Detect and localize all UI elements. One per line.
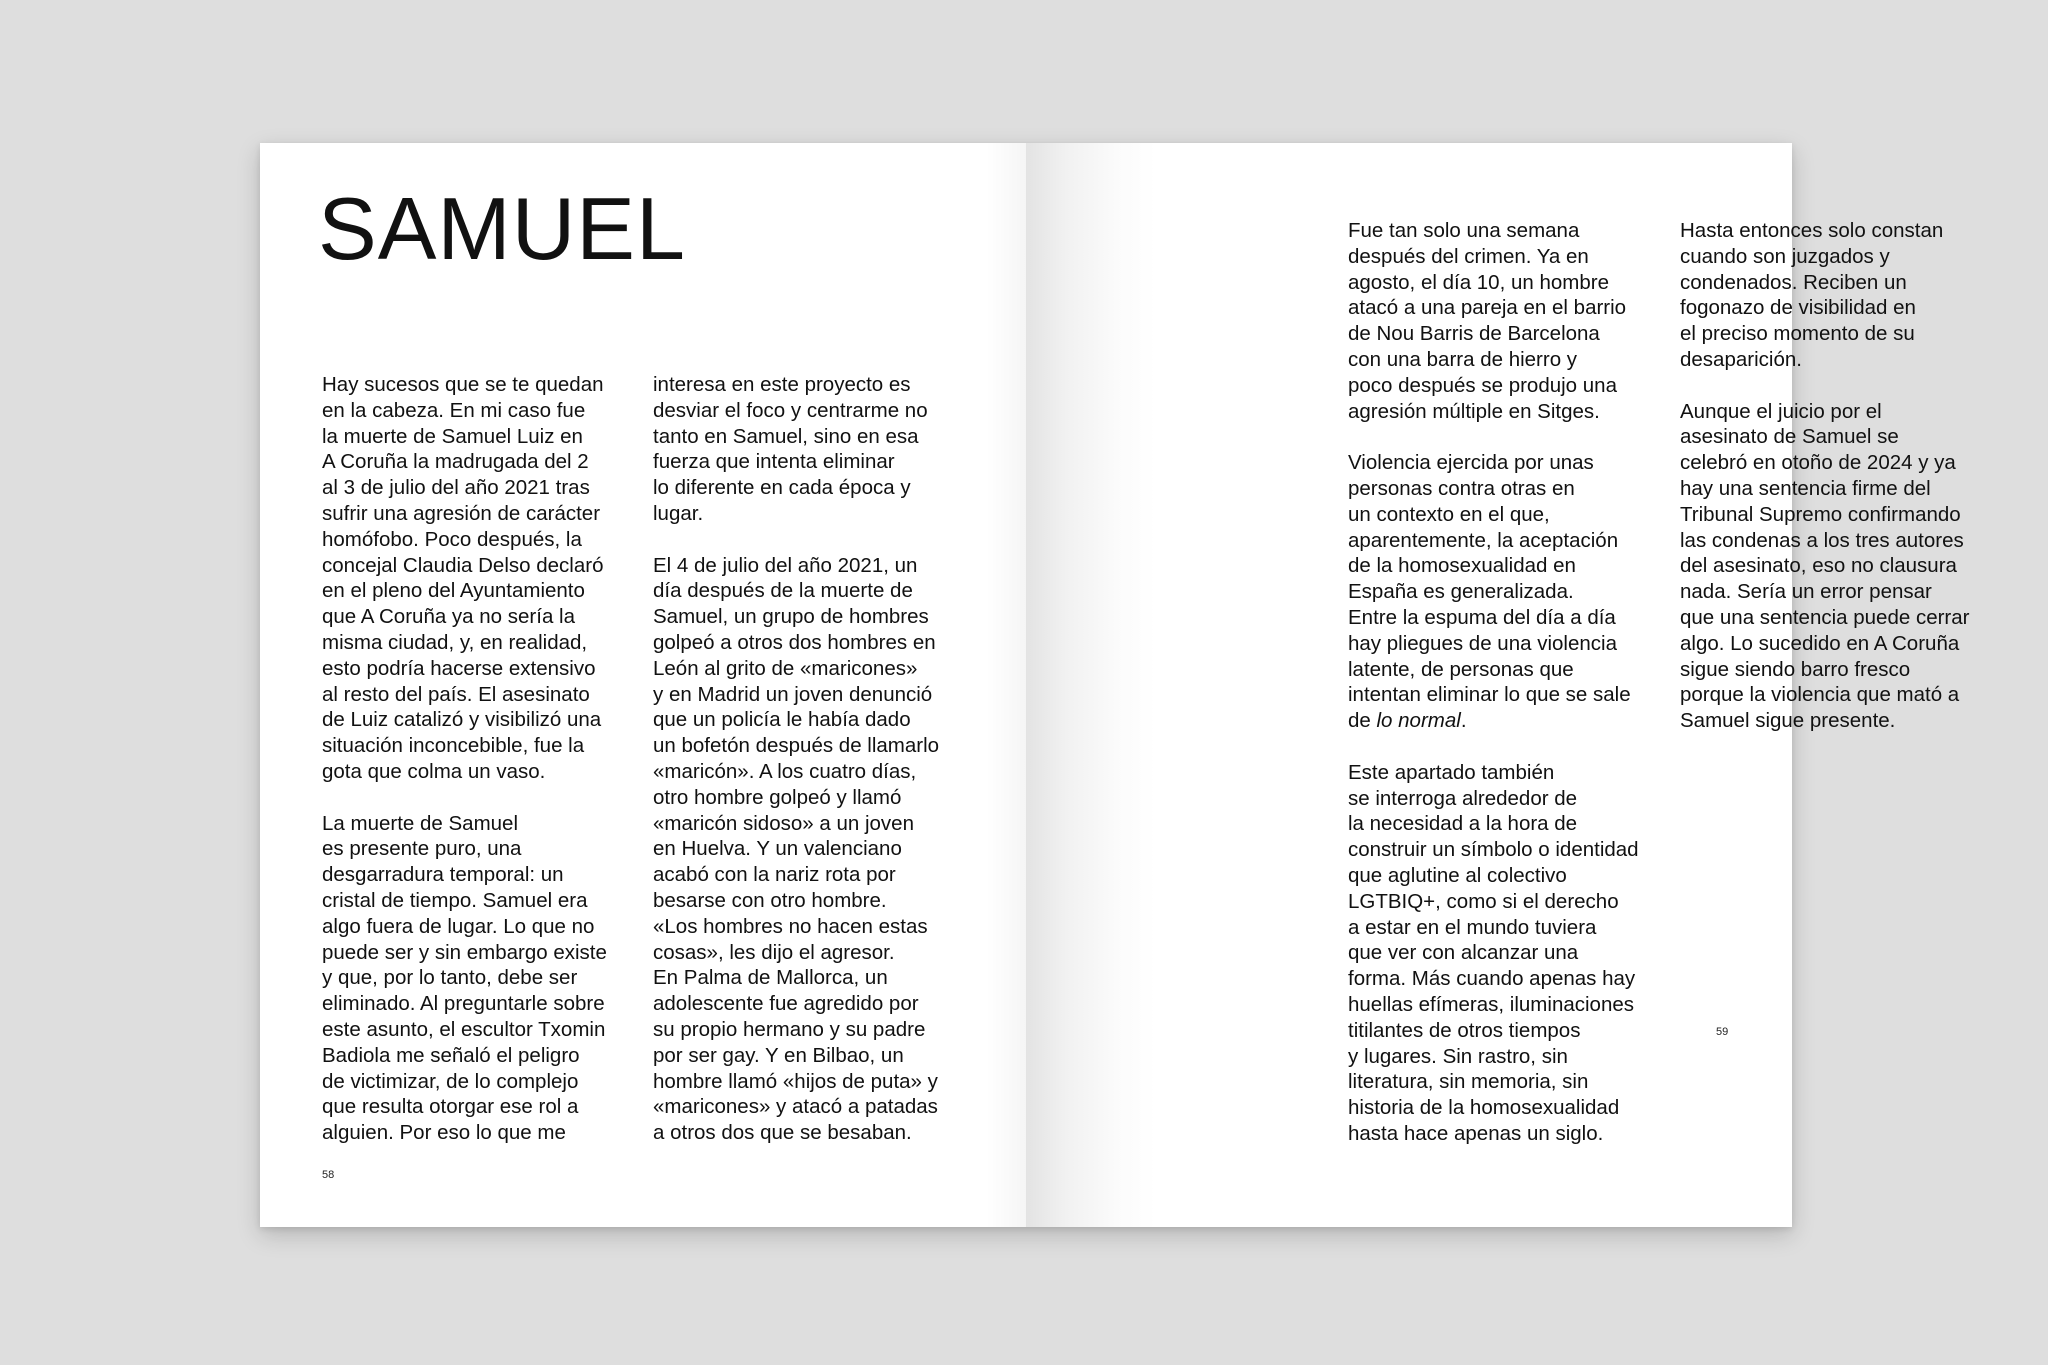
left-page [260,143,1026,1227]
left-page-column-1 [322,372,642,1172]
paragraph: Este apartado también se interroga alrededor de la necesidad a la hora de construir un símbolo o identidad que aglutine al colectivo LGTBIQ+, como si el derecho a estar en el mundo tuviera que ver con alcanzar una forma. Más cuando apenas hay huellas efímeras, iluminaciones titilantes de otros tiempos y lugares. Sin rastro, sin literatura, sin memoria, sin historia de la homosexualidad hasta hace apenas un siglo. [1348,760,1639,1145]
paragraph: Hay sucesos que se te quedan en la cabeza. En mi caso fue la muerte de Samuel Luiz en A Coruña la madrugada del 2 al 3 de julio del año 2021 tras sufrir una agresión de carácter homófobo. Poco después, la concejal Claudia Delso declaró en el pleno del Ayuntamiento que A Coruña ya no sería la misma ciudad, y, en realidad, esto podría hacerse extensivo al resto del país. El asesinato de Luiz catalizó y visibilizó una situación inconcebible, fue la gota que colma un vaso. [322,373,604,783]
paragraph-text: Violencia ejercida por unas personas contra otras en un contexto en el que, aparentemente, la aceptación de la homosexualidad en España es generalizada. Entre la espuma del día a día hay pliegues de una violencia latente, de personas que intentan eliminar lo que se sale de [1348,451,1631,733]
gutter-shadow [986,143,1026,1227]
page-title: SAMUEL [318,179,686,278]
right-page [1026,143,1970,1227]
right-page-column-2 [1680,218,2000,760]
left-page-column-2 [653,372,973,1172]
paragraph: Aunque el juicio por el asesinato de Samuel se celebró en otoño de 2024 y ya hay una sentencia firme del Tribunal Supremo confirmando las condenas a los tres autores del asesinato, eso no clausura nada. Sería un error pensar que una sentencia puede cerrar algo. Lo sucedido en A Coruña sigue siendo barro fresco porque la violencia que mató a Samuel sigue presente. [1680,399,1970,733]
book-spread [260,143,1970,1227]
paragraph: Hasta entonces solo constan cuando son juzgados y condenados. Reciben un fogonazo de visibilidad en el preciso momento de su desaparición. [1680,219,1944,371]
paragraph: El 4 de julio del año 2021, un día después de la muerte de Samuel, un grupo de hombres golpeó a otros dos hombres en León al grito de «maricones» y en Madrid un joven denunció que un policía le había dado un bofetón después de llamarlo «maricón». A los cuatro días, otro hombre golpeó y llamó «maricón sidoso» a un joven en Huelva. Y un valenciano acabó con la nariz rota por besarse con otro hombre. «Los hombres no hacen estas cosas», les dijo el agresor. En Palma de Mallorca, un adolescente fue agredido por su propio hermano y su padre por ser gay. Y en Bilbao, un hombre llamó «hijos de puta» y «maricones» y atacó a patadas a otros dos que se besaban. [653,553,940,1145]
paragraph: Fue tan solo una semana después del crimen. Ya en agosto, el día 10, un hombre atacó a una pareja en el barrio de Nou Barris de Barcelona con una barra de hierro y poco después se produjo una agresión múltiple en Sitges. [1348,219,1627,423]
italic-phrase: lo normal [1376,709,1461,733]
paragraph [1348,450,1668,734]
paragraph-end: . [1460,709,1467,733]
right-page-column-1 [1348,218,1668,1172]
paragraph: La muerte de Samuel es presente puro, una desgarradura temporal: un cristal de tiempo. Samuel era algo fuera de lugar. Lo que no puede ser y sin embargo existe y que, por lo tanto, debe ser eliminado. Al preguntarle sobre este asunto, el escultor Txomin Badiola me señaló el peligro de victimizar, de lo complejo que resulta otorgar ese rol a alguien. Por eso lo que me [322,811,607,1145]
paragraph: interesa en este proyecto es desviar el foco y centrarme no tanto en Samuel, sino en esa fuerza que intenta eliminar lo diferente en cada época y lugar. [653,373,928,525]
page-number-right: 59 [1716,1026,1729,1038]
page-number-left: 58 [322,1169,335,1181]
